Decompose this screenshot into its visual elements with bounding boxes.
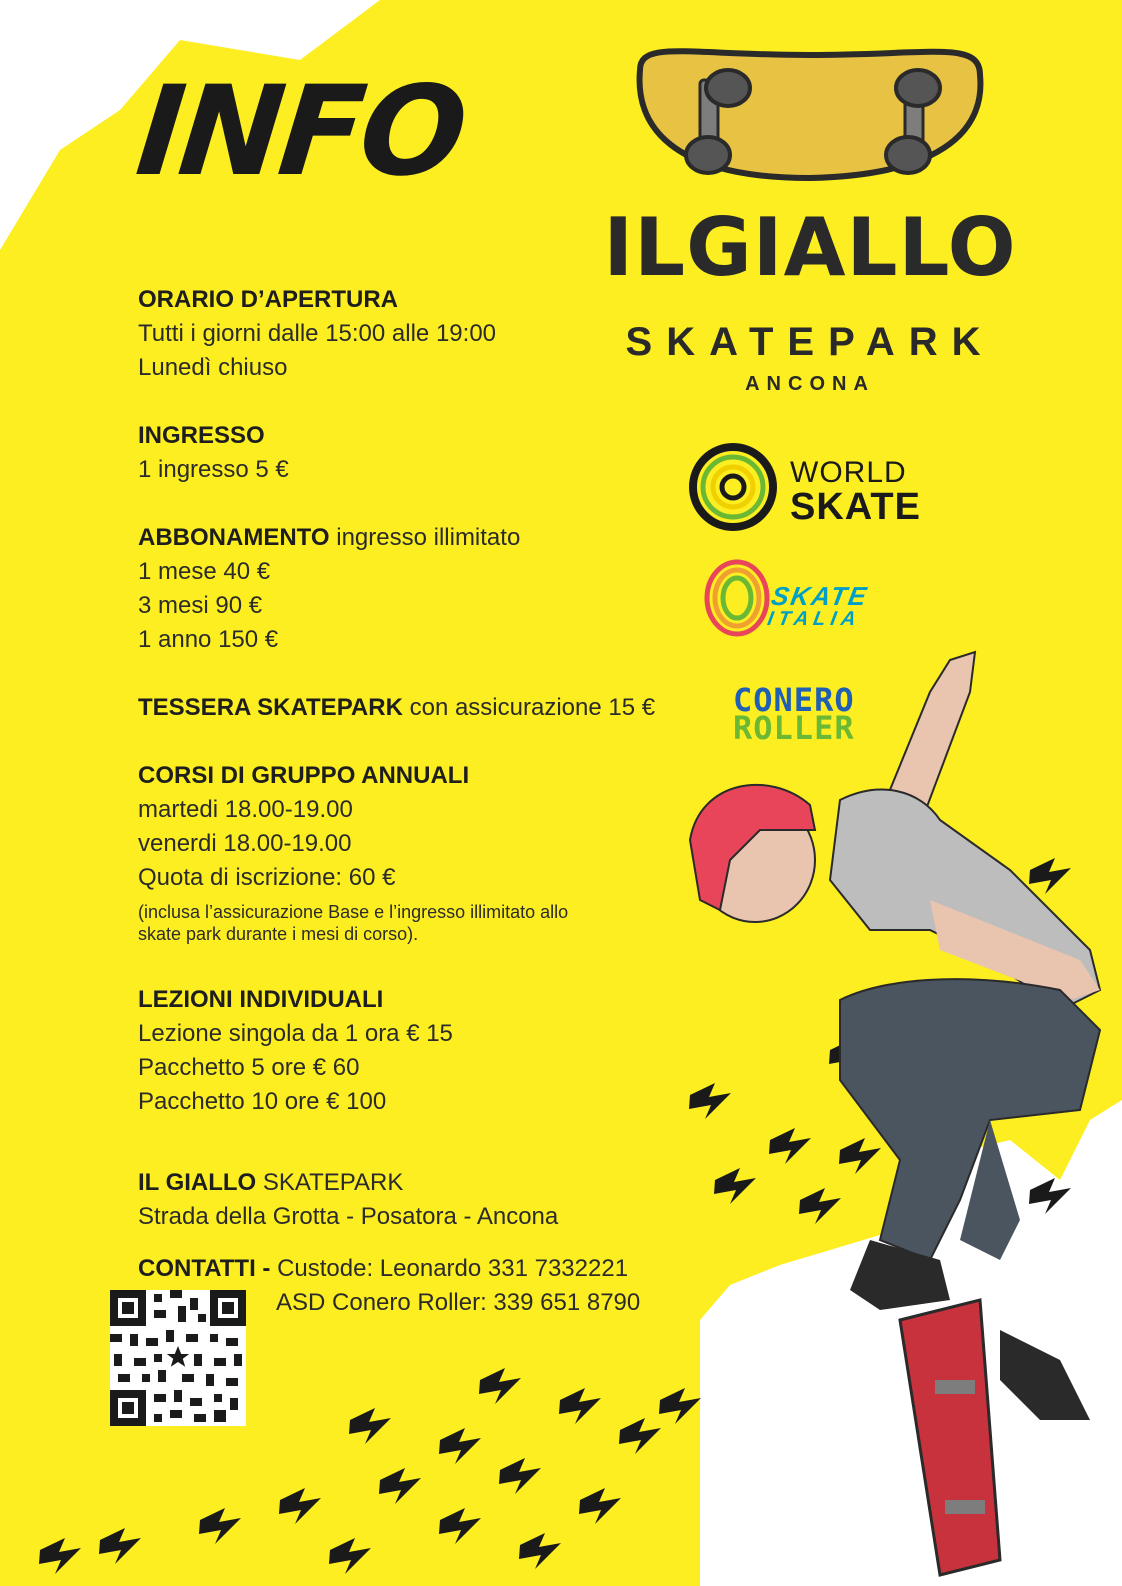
skate-italia-line2: ITALIA bbox=[765, 608, 863, 630]
contatti-separator: - bbox=[255, 1255, 278, 1282]
lezioni-line: Pacchetto 5 ore € 60 bbox=[138, 1054, 360, 1081]
skateboard-logo-icon bbox=[640, 51, 981, 178]
section-orario bbox=[138, 283, 698, 385]
indirizzo-suffix: SKATEPARK bbox=[256, 1169, 404, 1196]
lezioni-heading: LEZIONI INDIVIDUALI bbox=[138, 986, 384, 1013]
abbonamento-suffix: ingresso illimitato bbox=[329, 524, 521, 551]
section-contatti bbox=[138, 1252, 698, 1286]
world-skate-logo bbox=[790, 458, 921, 526]
abbonamento-line: 3 mesi 90 € bbox=[138, 592, 263, 619]
section-tessera bbox=[138, 691, 698, 725]
abbonamento-heading: ABBONAMENTO bbox=[138, 524, 330, 551]
lezioni-line: Pacchetto 10 ore € 100 bbox=[138, 1088, 387, 1115]
tessera-suffix: con assicurazione 15 € bbox=[402, 694, 656, 721]
lezioni-line: Lezione singola da 1 ora € 15 bbox=[138, 1020, 453, 1047]
contatti-custode: Custode: Leonardo 331 7332221 bbox=[277, 1255, 629, 1282]
conero-roller-line2: ROLLER bbox=[733, 709, 855, 747]
orario-line: Lunedì chiuso bbox=[138, 354, 288, 381]
corsi-line: Quota di iscrizione: 60 € bbox=[138, 864, 396, 891]
section-abbonamento bbox=[138, 521, 698, 657]
brand-name: ILGIALLO bbox=[603, 201, 1017, 294]
section-indirizzo bbox=[138, 1166, 698, 1234]
abbonamento-line: 1 mese 40 € bbox=[138, 558, 271, 585]
page-title: INFO bbox=[130, 60, 470, 204]
corsi-line: martedi 18.00-19.00 bbox=[138, 796, 353, 823]
ingresso-heading: INGRESSO bbox=[138, 422, 265, 449]
corsi-note: (inclusa l’assicurazione Base e l’ingresso illimitato allo bbox=[138, 902, 569, 922]
conero-roller-logo bbox=[733, 681, 855, 747]
corsi-note: skate park durante i mesi di corso). bbox=[138, 924, 419, 944]
section-ingresso bbox=[138, 419, 698, 487]
qr-code[interactable] bbox=[110, 1290, 246, 1426]
orario-line: Tutti i giorni dalle 15:00 alle 19:00 bbox=[138, 320, 497, 347]
corsi-line: venerdi 18.00-19.00 bbox=[138, 830, 352, 857]
section-corsi bbox=[138, 759, 698, 945]
orario-heading: ORARIO D’APERTURA bbox=[138, 286, 399, 313]
indirizzo-line: Strada della Grotta - Posatora - Ancona bbox=[138, 1203, 559, 1230]
skate-italia-logo bbox=[766, 583, 870, 629]
world-skate-line1: WORLD bbox=[790, 456, 907, 489]
contatti-associazione: ASD Conero Roller: 339 651 8790 bbox=[276, 1289, 641, 1316]
skate-italia-line1: SKATE bbox=[769, 581, 871, 611]
conero-roller-line1: CONERO bbox=[733, 681, 855, 719]
corsi-heading: CORSI DI GRUPPO ANNUALI bbox=[138, 762, 470, 789]
abbonamento-line: 1 anno 150 € bbox=[138, 626, 279, 653]
contatti-heading: CONTATTI bbox=[138, 1255, 256, 1282]
brand-city: ANCONA bbox=[745, 373, 875, 395]
section-lezioni bbox=[138, 983, 698, 1119]
world-skate-line2: SKATE bbox=[790, 486, 921, 528]
indirizzo-heading: IL GIALLO bbox=[138, 1169, 257, 1196]
ingresso-line: 1 ingresso 5 € bbox=[138, 456, 289, 483]
tessera-heading: TESSERA SKATEPARK bbox=[138, 694, 403, 721]
brand-subtitle: SKATEPARK bbox=[625, 320, 995, 364]
